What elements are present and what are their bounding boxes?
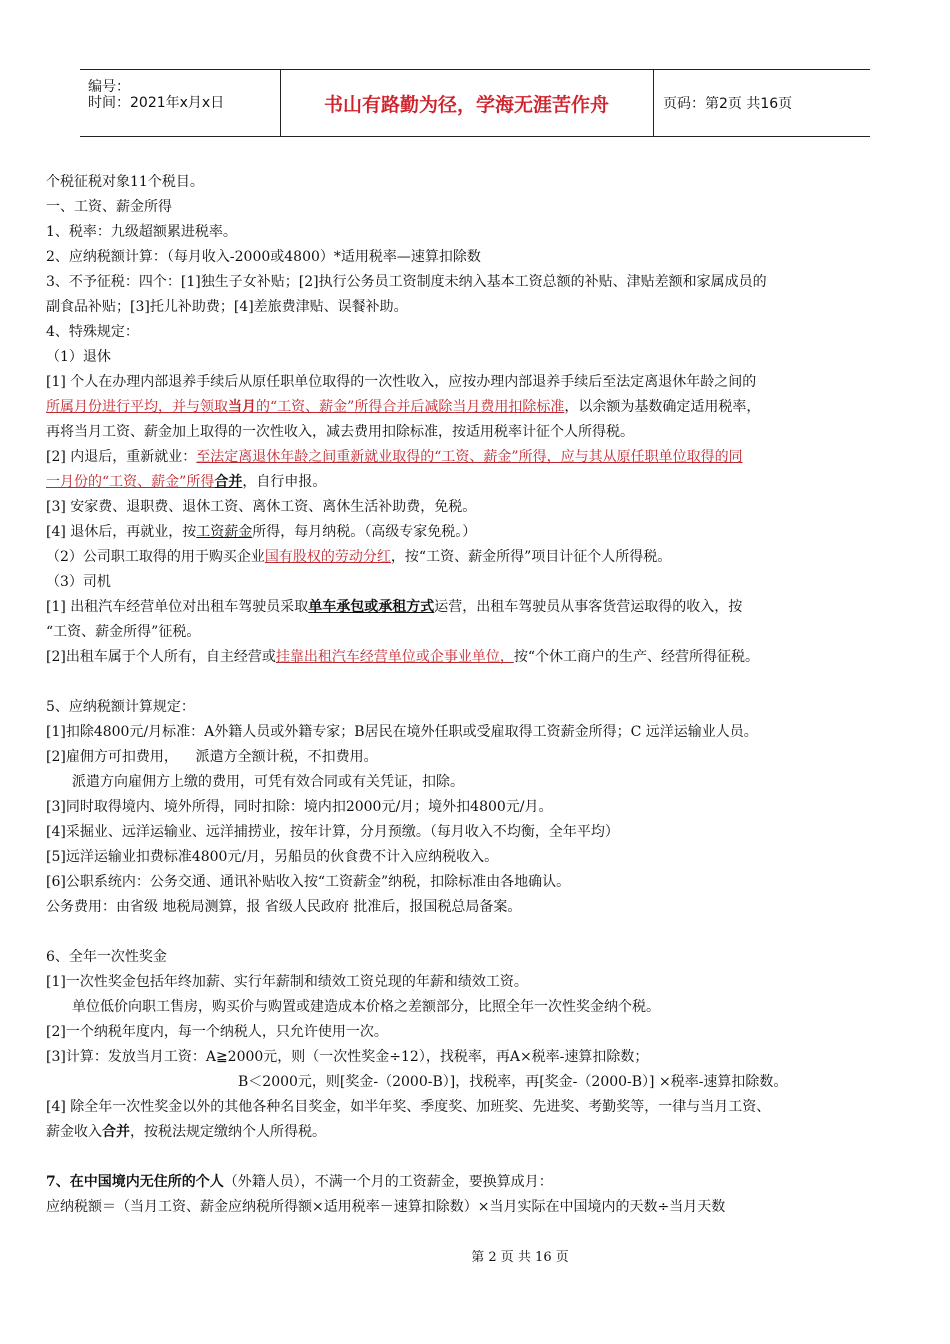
text-line: 再将当月工资、薪金加上取得的一次性收入，减去费用扣除标准，按适用税率计征个人所得税。 [46,424,634,440]
text-line: 派遣方向雇佣方上缴的费用，可凭有效合同或有关凭证，扣除。 [72,774,464,790]
plain-text: [2]出租车属于个人所有，自主经营或 [46,649,276,665]
plain-text: （2）公司职工取得的用于购买企业 [46,549,265,565]
blank-line [46,1145,916,1170]
text-line: [3]同时取得境内、境外所得，同时扣除：境内扣2000元/月；境外扣4800元/月。 [46,799,553,815]
page-header [80,69,870,137]
text-line: 公务费用：由省级 地税局测算，报 省级人民政府 批准后，报国税总局备案。 [46,899,522,915]
text-line [46,395,916,420]
plain-text: [1] 出租汽车经营单位对出租车驾驶员采取 [46,599,309,615]
section-heading-6: 6、全年一次性奖金 [46,949,167,965]
text-line: [3]计算：发放当月工资：A≧2000元，则（一次性奖金÷12），找税率，再A×税率-速算扣除数； [46,1049,649,1065]
text-line [46,1120,916,1145]
text-line [46,1170,916,1195]
text-line: 3、不予征税：四个：[1]独生子女补贴；[2]执行公务员工资制度未纳入基本工资总额的补贴、津贴差额和家属成员的 [46,274,767,290]
text-line: [3] 安家费、退职费、退休工资、离休工资、离休生活补助费，免税。 [46,499,477,515]
text-line: [1]一次性奖金包括年终加薪、实行年薪制和绩效工资兑现的年薪和绩效工资。 [46,974,528,990]
text-line: （3）司机 [46,574,111,590]
bold-underlined-text: 合并 [214,474,243,490]
text-line [46,595,916,620]
blank-line [46,920,916,945]
text-line [46,520,916,545]
code-label: 编号： [88,79,130,95]
bold-underlined-text: 单车承包或承租方式 [308,599,435,615]
section-heading-7: 7、在中国境内无住所的个人 [46,1174,224,1190]
text-line: 副食品补贴；[3]托儿补助费；[4]差旅费津贴、误餐补助。 [46,299,408,315]
text-line: 单位低价向职工售房，购买价与购置或建造成本价格之差额部分，比照全年一次性奖金纳个税。 [72,999,660,1015]
text-line [46,545,916,570]
underlined-red-text: 一月份的“工资、薪金”所得 [46,474,215,490]
text-line: 4、特殊规定： [46,324,139,340]
text-line: 2、应纳税额计算：（每月收入-2000或4800）*适用税率—速算扣除数 [46,249,481,265]
plain-text: 薪金收入 [46,1124,102,1140]
underlined-red-text: 挂靠出租汽车经营单位或企事业单位， [275,649,514,665]
underlined-red-text: 的“工资、薪金”所得合并后减除当月费用扣除标准 [256,399,565,415]
plain-text: 按“个休工商户的生产、经营所得征税。 [513,649,759,665]
plain-text: ，以余额为基数确定适用税率， [564,399,761,415]
plain-text: ，自行申报。 [242,474,327,490]
intro-line: 个税征税对象11个税目。 [46,174,204,190]
text-line: B＜2000元，则[奖金-（2000-B）]，找税率，再[奖金-（2000-B）] ×税率-速算扣除数。 [238,1074,788,1090]
motto-text: 书山有路勤为径，学海无涯苦作舟 [323,93,609,116]
page-footer: 第 2 页 共 16 页 [471,1250,569,1265]
header-page-cell [653,70,870,136]
blank-line [46,670,916,695]
text-line: [2]雇佣方可扣费用， 派遣方全额计税，不扣费用。 [46,749,378,765]
text-line: [6]公职系统内：公务交通、通讯补贴收入按“工资薪金”纳税，扣除标准由各地确认。 [46,874,571,890]
text-line: [1] 个人在办理内部退养手续后从原任职单位取得的一次性收入，应按办理内部退养手续后至法定离退休年龄之间的 [46,374,757,390]
plain-text: ，按税法规定缴纳个人所得税。 [130,1124,326,1140]
text-line [46,645,916,670]
text-line: 应纳税额＝（当月工资、薪金应纳税所得额×适用税率－速算扣除数）×当月实际在中国境内的天数÷当月天数 [46,1199,726,1215]
document-body [46,170,916,1220]
plain-text: 所得，每月纳税。（高级专家免税。） [252,524,477,540]
underlined-red-text: 所属月份进行平均，并与领取 [46,399,228,415]
text-line [46,445,916,470]
section-heading-5: 5、应纳税额计算规定： [46,699,195,715]
text-line: （1）退休 [46,349,111,365]
plain-text: [2] 内退后，重新就业： [46,449,197,465]
header-left-cell [80,70,281,136]
bold-red-text: 当月 [228,399,256,415]
plain-text: （外籍人员），不满一个月的工资薪金，要换算成月： [223,1174,553,1190]
text-line: 1、税率：九级超额累进税率。 [46,224,237,240]
plain-text: ，按“工资、薪金所得”项目计征个人所得税。 [390,549,672,565]
underlined-red-text: 至法定离退休年龄之间重新就业取得的“工资、薪金”所得，应与其从原任职单位取得的同 [196,449,743,465]
text-line: [2]一个纳税年度内，每一个纳税人，只允许使用一次。 [46,1024,388,1040]
plain-text: 运营，出租车驾驶员从事客货营运取得的收入，按 [434,599,743,615]
bold-text: 合并 [102,1124,130,1140]
page-info: 页码：第2页 共16页 [663,96,793,112]
header-motto-cell [280,70,654,136]
plain-text: [4] 退休后，再就业，按 [46,524,197,540]
text-line: [4]采掘业、远洋运输业、远洋捕捞业，按年计算，分月预缴。（每月收入不均衡，全年平均） [46,824,619,840]
text-line: [5]远洋运输业扣费标准4800元/月，另船员的伙食费不计入应纳税收入。 [46,849,499,865]
text-line: [4] 除全年一次性奖金以外的其他各种名目奖金，如半年奖、季度奖、加班奖、先进奖、考勤奖等，一律与当月工资、 [46,1099,771,1115]
text-line: “工资、薪金所得”征税。 [46,624,201,640]
time-label: 时间：2021年x月x日 [88,95,225,111]
underlined-red-text: 国有股权的劳动分红 [264,549,391,565]
section-heading-1: 一、工资、薪金所得 [46,199,172,215]
underlined-text: 工资薪金 [196,524,253,540]
text-line [46,470,916,495]
text-line: [1]扣除4800元/月标准：A外籍人员或外籍专家；B居民在境外任职或受雇取得工资薪金所得；C 远洋运输业人员。 [46,724,758,740]
